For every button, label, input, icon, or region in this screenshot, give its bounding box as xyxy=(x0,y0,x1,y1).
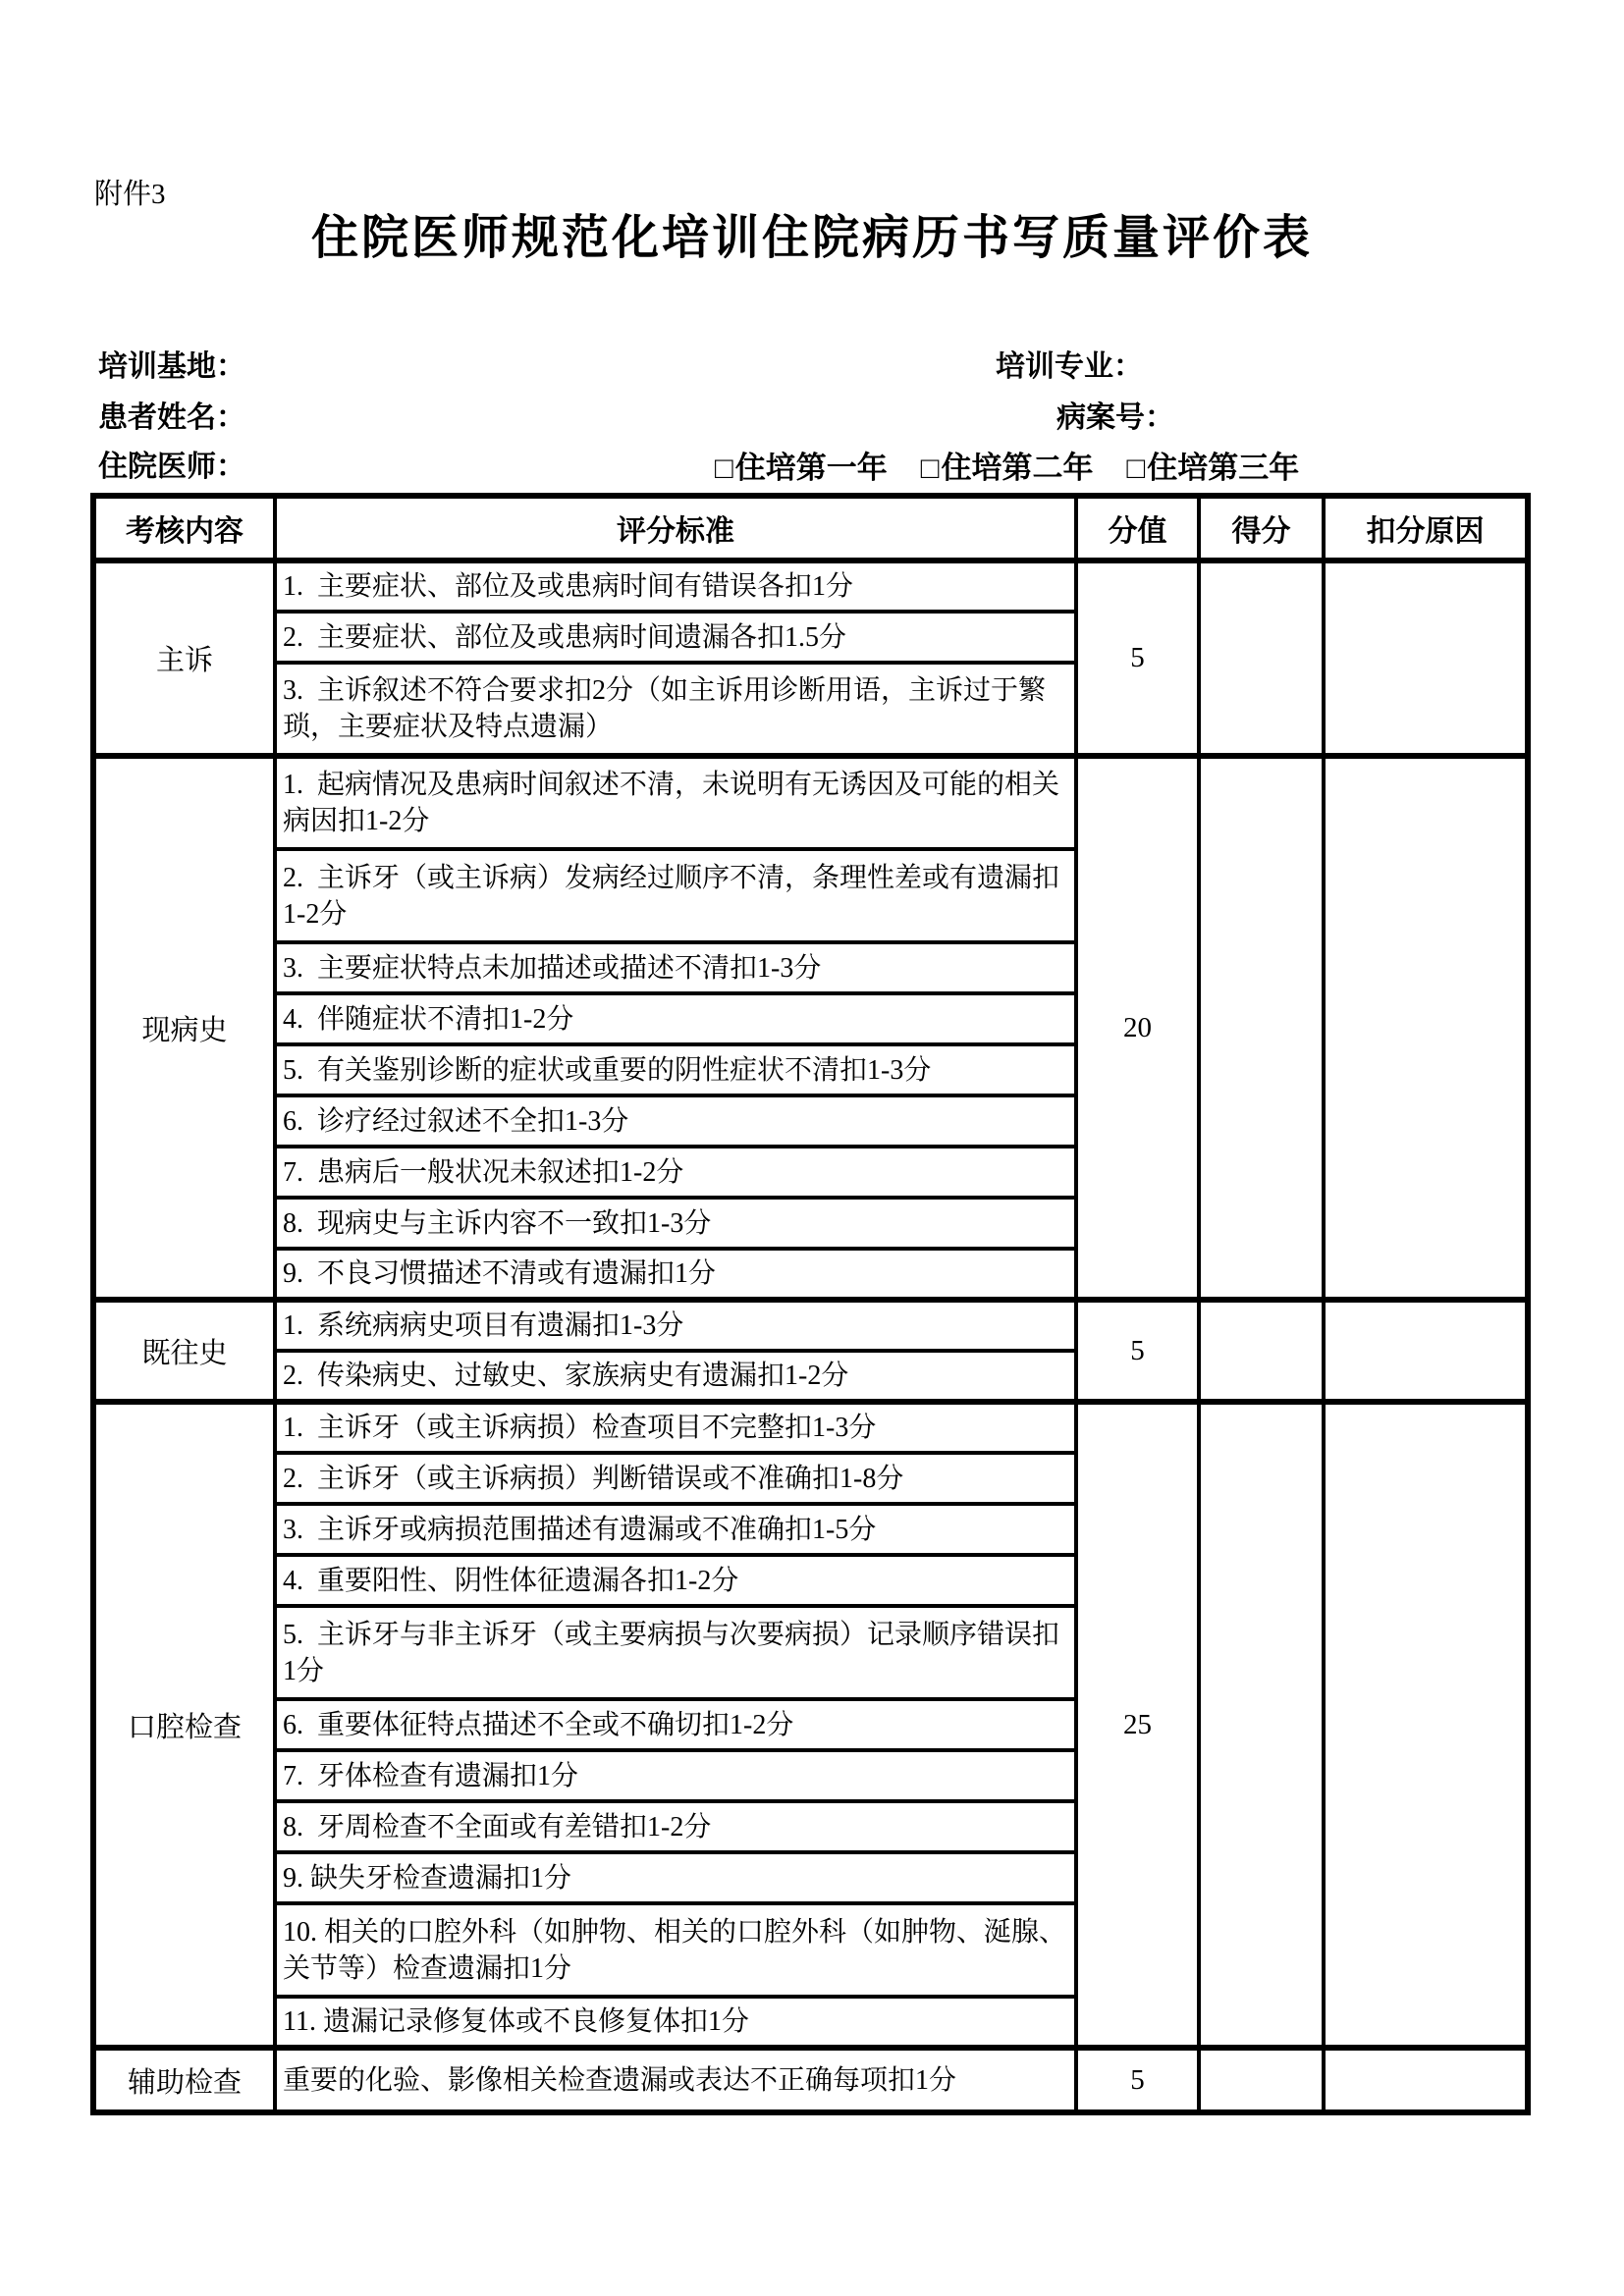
score-obtained-cell xyxy=(1199,756,1324,1300)
section-name-cell: 既往史 xyxy=(93,1300,275,1402)
column-header-assessment-content: 考核内容 xyxy=(93,496,275,561)
section-name-cell: 辅助检查 xyxy=(93,2048,275,2112)
criteria-cell: 8. 现病史与主诉内容不一致扣1-3分 xyxy=(275,1198,1076,1249)
criteria-cell: 3. 主诉牙或病损范围描述有遗漏或不准确扣1-5分 xyxy=(275,1504,1076,1555)
page-title: 住院医师规范化培训住院病历书写质量评价表 xyxy=(310,212,1313,264)
criteria-cell: 2. 主要症状、部位及或患病时间遗漏各扣1.5分 xyxy=(275,612,1076,663)
checkbox-unchecked-icon: □ xyxy=(715,451,733,485)
criteria-cell: 7. 患病后一般状况未叙述扣1-2分 xyxy=(275,1147,1076,1198)
criteria-cell: 2. 主诉牙（或主诉病）发病经过顺序不清，条理性差或有遗漏扣1-2分 xyxy=(275,849,1076,942)
deduction-reason-cell xyxy=(1324,1402,1528,2048)
section-name-cell: 现病史 xyxy=(93,756,275,1300)
year-option-1 xyxy=(715,448,888,489)
year-option-1-label: 住培第一年 xyxy=(734,451,888,485)
section-name-cell: 主诉 xyxy=(93,561,275,756)
criteria-cell: 5. 有关鉴别诊断的症状或重要的阴性症状不清扣1-3分 xyxy=(275,1044,1076,1095)
criteria-cell: 11. 遗漏记录修复体或不良修复体扣1分 xyxy=(275,1997,1076,2048)
criteria-cell: 7. 牙体检查有遗漏扣1分 xyxy=(275,1750,1076,1801)
score-obtained-cell xyxy=(1199,1300,1324,1402)
criteria-cell: 10. 相关的口腔外科（如肿物、相关的口腔外科（如肿物、涎腺、关节等）检查遗漏扣1分 xyxy=(275,1903,1076,1997)
column-header-score-value: 分值 xyxy=(1076,496,1199,561)
criteria-cell: 2. 传染病史、过敏史、家族病史有遗漏扣1-2分 xyxy=(275,1351,1076,1402)
column-header-deduction-reason: 扣分原因 xyxy=(1324,496,1528,561)
header-field-row-2 xyxy=(0,399,1624,442)
year-option-3-label: 住培第三年 xyxy=(1147,451,1300,485)
criteria-cell: 1. 主诉牙（或主诉病损）检查项目不完整扣1-3分 xyxy=(275,1402,1076,1453)
checkbox-unchecked-icon: □ xyxy=(920,451,940,485)
score-value-cell: 20 xyxy=(1076,756,1199,1300)
criteria-cell: 9. 缺失牙检查遗漏扣1分 xyxy=(275,1852,1076,1903)
case-number-label: 病案号： xyxy=(1056,401,1174,434)
resident-label: 住院医师： xyxy=(98,451,245,483)
table-header-row xyxy=(93,496,1528,561)
patient-name-label: 患者姓名： xyxy=(98,401,245,434)
deduction-reason-cell xyxy=(1324,2048,1528,2112)
section-name-cell: 口腔检查 xyxy=(93,1402,275,2048)
criteria-cell: 6. 重要体征特点描述不全或不确切扣1-2分 xyxy=(275,1699,1076,1750)
criteria-cell: 4. 重要阳性、阴性体征遗漏各扣1-2分 xyxy=(275,1555,1076,1606)
criteria-cell: 1. 主要症状、部位及或患病时间有错误各扣1分 xyxy=(275,561,1076,612)
criteria-cell: 3. 主要症状特点未加描述或描述不清扣1-3分 xyxy=(275,942,1076,993)
year-option-2-label: 住培第二年 xyxy=(941,451,1094,485)
criteria-cell: 2. 主诉牙（或主诉病损）判断错误或不准确扣1-8分 xyxy=(275,1453,1076,1504)
column-header-scoring-criteria: 评分标准 xyxy=(275,496,1076,561)
deduction-reason-cell xyxy=(1324,756,1528,1300)
table-row xyxy=(93,1300,1528,1351)
header-field-row-1 xyxy=(0,347,1624,391)
table-row xyxy=(93,1402,1528,1453)
table-row xyxy=(93,561,1528,612)
criteria-cell: 重要的化验、影像相关检查遗漏或表达不正确每项扣1分 xyxy=(275,2048,1076,2112)
criteria-cell: 8. 牙周检查不全面或有差错扣1-2分 xyxy=(275,1801,1076,1852)
year-option-3 xyxy=(1126,448,1299,489)
column-header-score-obtained: 得分 xyxy=(1199,496,1324,561)
header-field-row-3 xyxy=(0,448,1624,491)
deduction-reason-cell xyxy=(1324,1300,1528,1402)
table-row xyxy=(93,2048,1528,2112)
criteria-cell: 1. 系统病病史项目有遗漏扣1-3分 xyxy=(275,1300,1076,1351)
criteria-cell: 6. 诊疗经过叙述不全扣1-3分 xyxy=(275,1095,1076,1147)
criteria-cell: 5. 主诉牙与非主诉牙（或主要病损与次要病损）记录顺序错误扣1分 xyxy=(275,1606,1076,1699)
criteria-cell: 4. 伴随症状不清扣1-2分 xyxy=(275,993,1076,1044)
table-row xyxy=(93,756,1528,849)
criteria-cell: 1. 起病情况及患病时间叙述不清，未说明有无诱因及可能的相关病因扣1-2分 xyxy=(275,756,1076,849)
training-year-options xyxy=(715,448,1299,489)
deduction-reason-cell xyxy=(1324,561,1528,756)
score-obtained-cell xyxy=(1199,2048,1324,2112)
score-obtained-cell xyxy=(1199,1402,1324,2048)
training-specialty-label: 培训专业： xyxy=(996,350,1143,383)
score-value-cell: 5 xyxy=(1076,1300,1199,1402)
score-value-cell: 5 xyxy=(1076,2048,1199,2112)
score-obtained-cell xyxy=(1199,561,1324,756)
score-value-cell: 5 xyxy=(1076,561,1199,756)
evaluation-table xyxy=(90,493,1531,2115)
score-value-cell: 25 xyxy=(1076,1402,1199,2048)
attachment-label: 附件3 xyxy=(94,179,166,210)
criteria-cell: 9. 不良习惯描述不清或有遗漏扣1分 xyxy=(275,1249,1076,1300)
criteria-cell: 3. 主诉叙述不符合要求扣2分（如主诉用诊断用语，主诉过于繁琐，主要症状及特点遗漏） xyxy=(275,663,1076,756)
checkbox-unchecked-icon: □ xyxy=(1126,451,1146,485)
year-option-2 xyxy=(921,448,1094,489)
training-base-label: 培训基地： xyxy=(98,350,245,383)
